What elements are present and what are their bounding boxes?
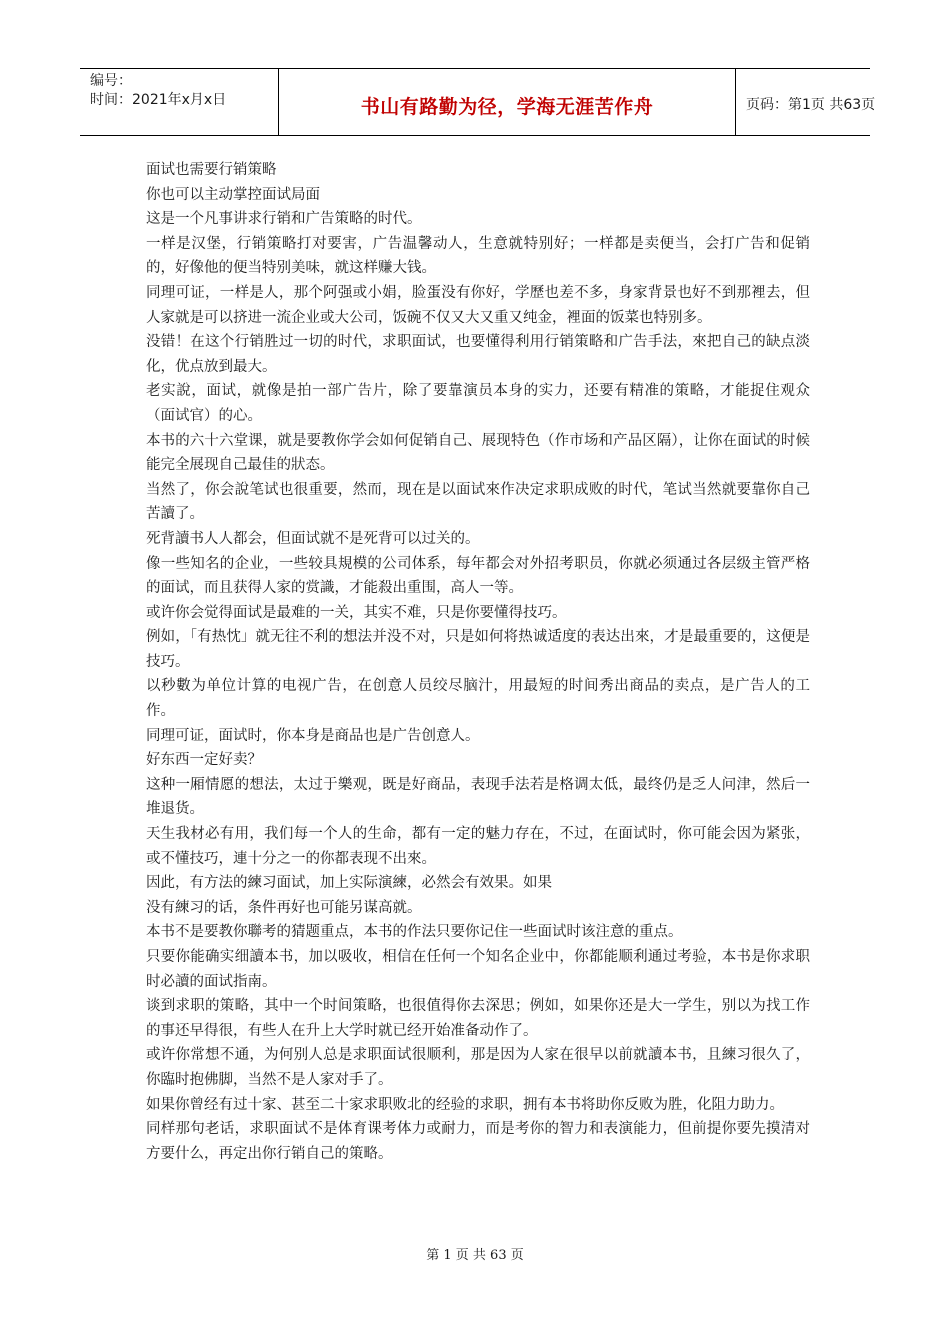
- header-page-cell: [736, 69, 876, 135]
- body-paragraph: 当然了，你会說笔试也很重要，然而，现在是以面试來作决定求职成败的时代，笔试当然就要靠你自己苦讀了。: [146, 481, 810, 523]
- body-paragraph: 本书不是要教你聯考的猜题重点，本书的作法只要你记住一些面试时该注意的重点。: [146, 924, 683, 941]
- page-footer: 第 1 页 共 63 页: [426, 1248, 524, 1263]
- body-paragraph: 没有練习的话，条件再好也可能另谋高就。: [146, 899, 422, 916]
- header-motto-cell: [278, 69, 736, 135]
- body-paragraph: 以秒數为单位计算的电视广告，在创意人员绞尽脑汁，用最短的时间秀出商品的卖点，是广告人的工作。: [146, 678, 810, 720]
- body-paragraph: 一样是汉堡，行销策略打对要害，广告温馨动人，生意就特别好；一样都是卖便当，会打广告和促销的，好像他的便当特别美味，就这样赚大钱。: [146, 235, 810, 277]
- header-left-cell: [80, 69, 278, 135]
- body-paragraph: 天生我材必有用，我们每一个人的生命，都有一定的魅力存在，不过，在面试时，你可能会因为紧张，或不懂技巧，連十分之一的你都表现不出來。: [146, 826, 810, 867]
- body-paragraph: 或许你常想不通，为何别人总是求职面试很顺利，那是因为人家在很早以前就讀本书，且練习很久了，你臨时抱佛脚，当然不是人家对手了。: [146, 1047, 810, 1088]
- body-paragraph: 谈到求职的策略，其中一个时间策略，也很值得你去深思；例如，如果你还是大一学生，别以为找工作的事还早得很，有些人在升上大学时就已经开始准备动作了。: [146, 998, 810, 1039]
- page-header: [80, 68, 876, 136]
- body-paragraph: 例如，「有热忱」就无往不利的想法并没不对，只是如何将热诚适度的表达出來，才是最重要的，这便是技巧。: [146, 629, 810, 670]
- body-paragraph: 好东西一定好卖？: [146, 752, 262, 769]
- body-paragraph: 老实說，面试，就像是拍一部广告片，除了要靠演员本身的实力，还要有精准的策略，才能捉住观众（面试官）的心。: [146, 383, 810, 424]
- body-paragraph: 因此，有方法的練习面试，加上实际演練，必然会有效果。如果: [146, 875, 552, 892]
- serial-number-label: 编号：: [90, 73, 132, 89]
- body-paragraph: 同样那句老话，求职面试不是体育课考体力或耐力，而是考你的智力和表演能力，但前提你要先摸清对方要什么，再定出你行销自己的策略。: [146, 1121, 810, 1162]
- body-paragraph: 像一些知名的企业，一些较具規模的公司体系，每年都会对外招考职员，你就必须通过各层级主管严格的面试，而且获得人家的赏識，才能殺出重围，高人一等。: [146, 555, 810, 597]
- body-paragraph: 同理可证，一样是人，那个阿强或小娟，脸蛋没有你好，学歷也差不多，身家背景也好不到那裡去，但人家就是可以挤进一流企业或大公司，饭碗不仅又大又重又纯金，裡面的饭菜也特别多。: [146, 284, 810, 326]
- body-paragraph: 这是一个凡事讲求行销和广告策略的时代。: [146, 211, 422, 228]
- body-paragraph: 没错！在这个行销胜过一切的时代，求职面试，也要懂得利用行销策略和广告手法，來把自己的缺点淡化，优点放到最大。: [146, 334, 810, 375]
- document-heading-line: 你也可以主动掌控面试局面: [146, 186, 320, 203]
- body-paragraph: 死背讀书人人都会，但面试就不是死背可以过关的。: [146, 530, 480, 547]
- document-body: [146, 158, 810, 1166]
- motto: 书山有路勤为径，学海无涯苦作舟: [360, 96, 654, 118]
- date-label: 时间：2021年x月x日: [90, 92, 227, 108]
- body-paragraph: 本书的六十六堂课，就是要教你学会如何促销自己、展现特色（作市场和产品区隔），让你在面试的时候能完全展现自己最佳的狀态。: [146, 432, 810, 474]
- document-heading-line: 面试也需要行销策略: [146, 162, 277, 178]
- body-paragraph: 只要你能确实细讀本书，加以吸收，相信在任何一个知名企业中，你都能顺利通过考验，本书是你求职时必讀的面试指南。: [146, 949, 810, 990]
- body-paragraph: 这种一厢情愿的想法，太过于樂观，既是好商品，表现手法若是格调太低，最终仍是乏人问津，然后一堆退货。: [146, 776, 810, 818]
- body-paragraph: 如果你曾经有过十家、甚至二十家求职败北的经验的求职，拥有本书将助你反败为胜，化阻力助力。: [146, 1096, 784, 1113]
- body-paragraph: 或许你会觉得面试是最难的一关，其实不难，只是你要懂得技巧。: [146, 604, 567, 621]
- body-paragraph: 同理可证，面试时，你本身是商品也是广告创意人。: [146, 727, 480, 744]
- page-number-label: 页码：第1页 共63页: [746, 97, 876, 113]
